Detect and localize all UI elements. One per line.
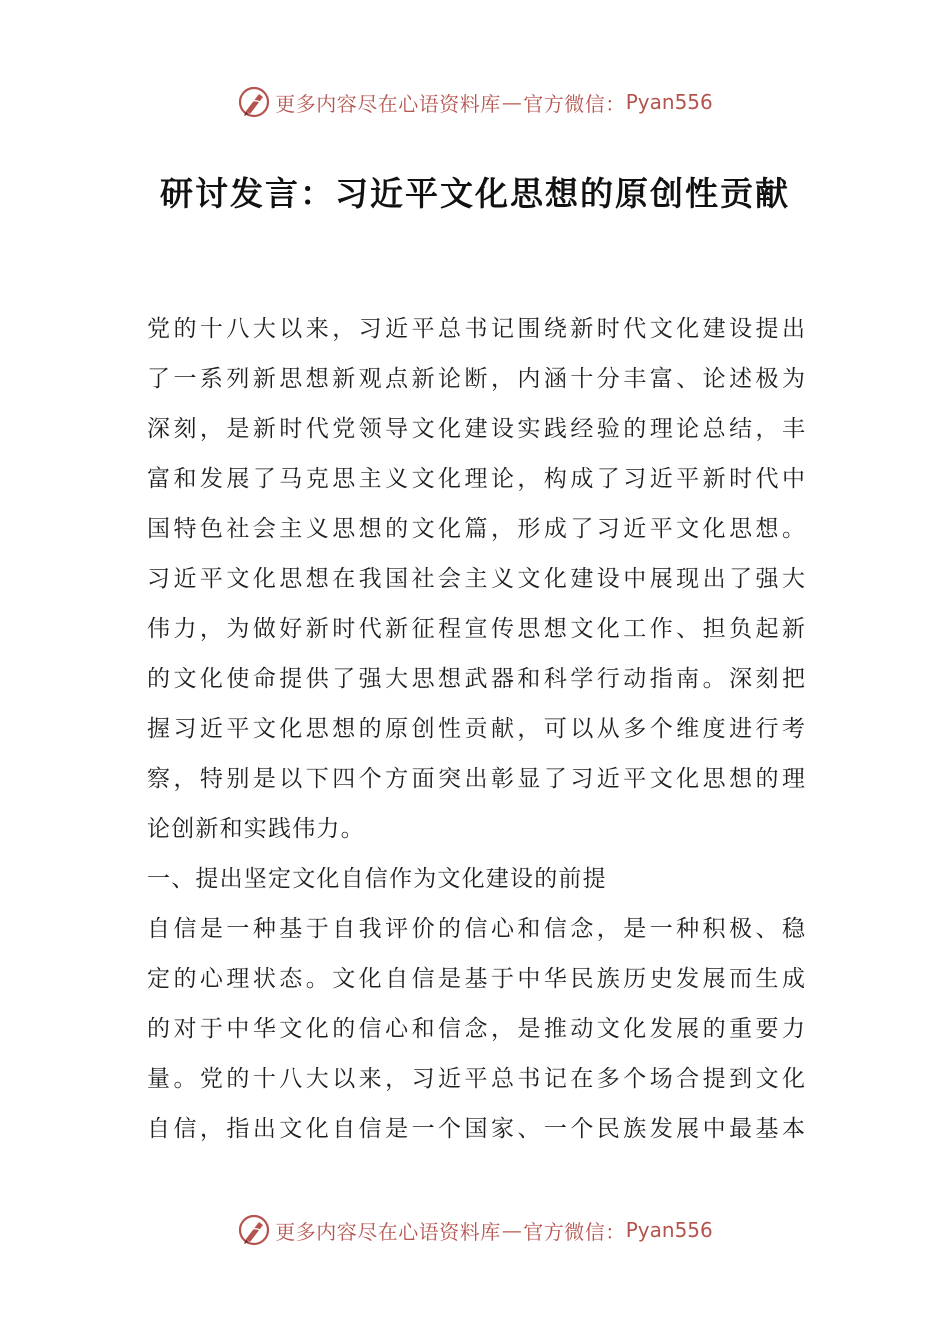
body-line: 党的十八大以来，习近平总书记围绕新时代文化建设提出	[147, 316, 805, 342]
body-line: 习近平文化思想在我国社会主义文化建设中展现出了强大	[147, 566, 805, 592]
watermark-wechat-id: Pyan556	[625, 1218, 713, 1242]
watermark-text: 更多内容尽在心语资料库	[275, 1219, 501, 1244]
body-line: 握习近平文化思想的原创性贡献，可以从多个维度进行考	[147, 716, 805, 742]
body-line: 量。党的十八大以来，习近平总书记在多个场合提到文化	[147, 1066, 805, 1092]
watermark-dash: —	[501, 1218, 523, 1242]
section-heading: 一、提出坚定文化自信作为文化建设的前提	[147, 866, 607, 892]
document-body	[147, 304, 805, 1154]
watermark-wechat-id: Pyan556	[625, 90, 713, 114]
pen-circle-logo-icon	[237, 85, 271, 119]
body-line: 自信是一种基于自我评价的信心和信念，是一种积极、稳	[147, 916, 805, 942]
watermark-text: 更多内容尽在心语资料库	[275, 91, 501, 116]
body-line: 察，特别是以下四个方面突出彰显了习近平文化思想的理	[147, 766, 805, 792]
watermark-dash: —	[501, 90, 523, 114]
header-watermark	[0, 82, 950, 122]
body-line: 深刻，是新时代党领导文化建设实践经验的理论总结，丰	[147, 416, 805, 442]
body-line: 定的心理状态。文化自信是基于中华民族历史发展而生成	[147, 966, 805, 992]
body-line: 的对于中华文化的信心和信念，是推动文化发展的重要力	[147, 1016, 805, 1042]
footer-watermark	[0, 1210, 950, 1250]
body-line: 自信，指出文化自信是一个国家、一个民族发展中最基本	[147, 1116, 805, 1142]
body-line: 富和发展了马克思主义文化理论，构成了习近平新时代中	[147, 466, 805, 492]
watermark-wechat-label: 官方微信：	[523, 91, 626, 116]
pen-circle-logo-icon	[237, 1213, 271, 1247]
body-line: 论创新和实践伟力。	[147, 816, 365, 842]
body-line: 的文化使命提供了强大思想武器和科学行动指南。深刻把	[147, 666, 805, 692]
watermark-wechat-label: 官方微信：	[523, 1219, 626, 1244]
body-line: 伟力，为做好新时代新征程宣传思想文化工作、担负起新	[147, 616, 805, 642]
document-title: 研讨发言：习近平文化思想的原创性贡献	[160, 174, 790, 213]
body-line: 了一系列新思想新观点新论断，内涵十分丰富、论述极为	[147, 366, 805, 392]
body-line: 国特色社会主义思想的文化篇，形成了习近平文化思想。	[147, 516, 805, 542]
